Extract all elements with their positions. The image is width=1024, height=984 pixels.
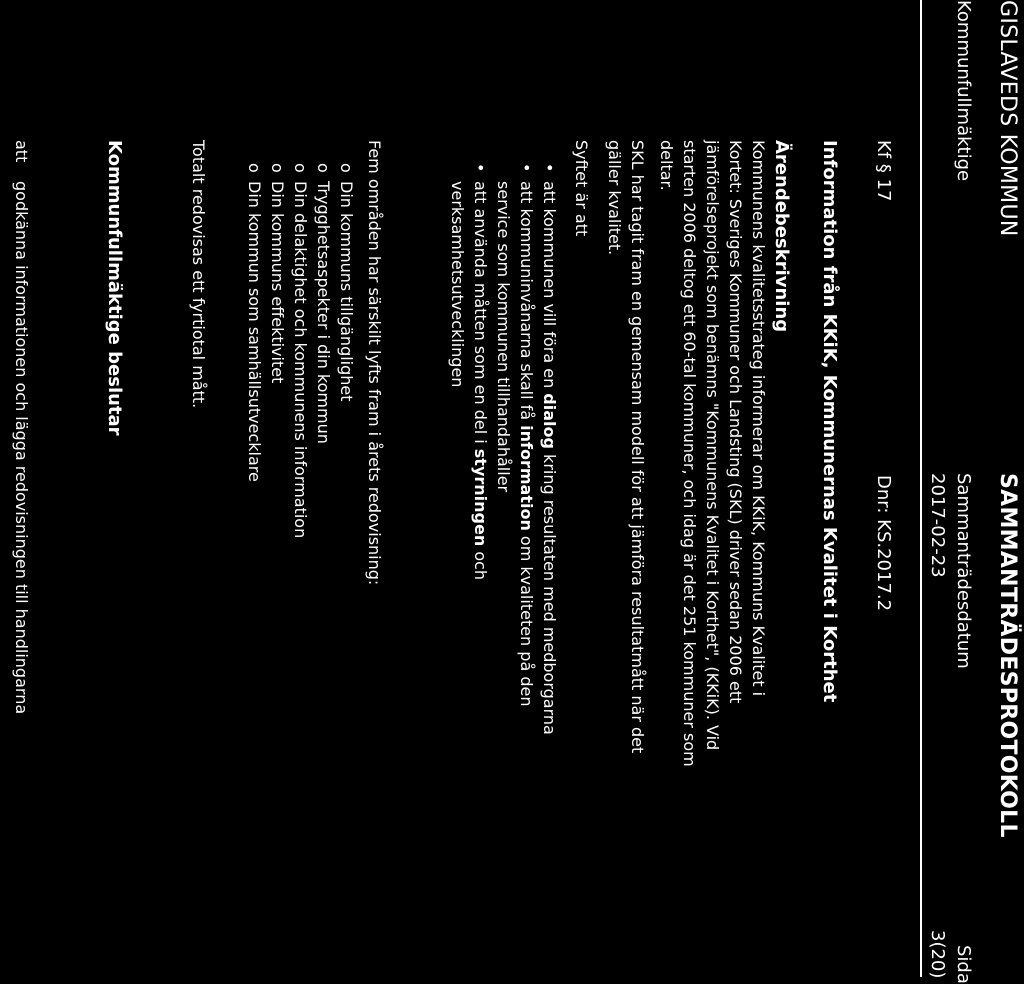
- description-line: Kommunens kvalitetsstrateg informerar om KKiK, Kommuns Kvalitet i: [749, 140, 768, 697]
- area-item: o Din delaktighet och kommunens information: [291, 181, 310, 538]
- total-text: Totalt redovisas ett fyrtiotal mått.: [189, 140, 208, 409]
- decision-heading: Kommunfullmäktige beslutar: [104, 140, 125, 436]
- page-value: 3(20): [927, 930, 948, 979]
- section-ref: Kf § 17: [873, 140, 894, 202]
- decision-att: att: [12, 140, 31, 163]
- description-heading: Ärendebeskrivning: [771, 140, 792, 333]
- organization-name: GISLAVEDS KOMMUN: [995, 0, 1020, 237]
- header-divider: [920, 0, 922, 977]
- date-label: Sammanträdesdatum: [953, 473, 974, 669]
- decision-text: godkänna informationen och lägga redovisningen till handlingarna: [12, 181, 31, 715]
- case-title: Information från KKiK, Kommunernas Kvalitet i Korthet: [819, 140, 840, 703]
- purpose-intro: Syftet är att: [572, 140, 591, 237]
- body-label: Kommunfullmäktige: [953, 0, 974, 182]
- purpose-item-cont: service som kommunen tillhandahåller: [494, 181, 513, 493]
- skl-line: gäller kvalitet.: [605, 140, 624, 256]
- description-line: deltar.: [657, 140, 676, 191]
- area-item: o Din kommun som samhällsutvecklare: [245, 181, 264, 482]
- areas-intro: Fem områden har särskilt lyfts fram i årets redovisning:: [365, 140, 384, 586]
- date-value: 2017-02-23: [927, 473, 948, 578]
- purpose-item: • att använda måtten som en del i styrningen och: [471, 181, 490, 580]
- skl-line: SKL har tagit fram en gemensam modell för att jämföra resultatmått när det: [628, 140, 647, 754]
- purpose-item-cont: verksamhetsutvecklingen: [448, 181, 467, 388]
- diary-number: Dnr: KS.2017.2: [873, 475, 894, 612]
- area-item: o Din kommuns tillgänglighet: [337, 181, 356, 402]
- page-label: Sida: [953, 945, 974, 984]
- area-item: o Din kommuns effektivitet: [268, 181, 287, 383]
- purpose-item: • att kommunen vill föra en dialog kring resultaten med medborgarna: [540, 181, 559, 735]
- purpose-item: • att kommuninvånarna skall få information om kvaliteten på den: [517, 181, 536, 706]
- document-title: SAMMANTRÄDESPROTOKOLL: [995, 473, 1020, 838]
- description-line: Kortet: Sveriges Kommuner och Landsting (SKL) driver sedan 2006 ett: [726, 140, 745, 704]
- description-line: starten 2006 deltog ett 60-tal kommuner, och idag är det 251 kommuner som: [680, 140, 699, 767]
- area-item: o Trygghetsaspekter i din kommun: [314, 181, 333, 444]
- description-line: jämförelseprojekt som benämns "Kommunens Kvalitet i Korthet", (KKiK). Vid: [703, 140, 722, 751]
